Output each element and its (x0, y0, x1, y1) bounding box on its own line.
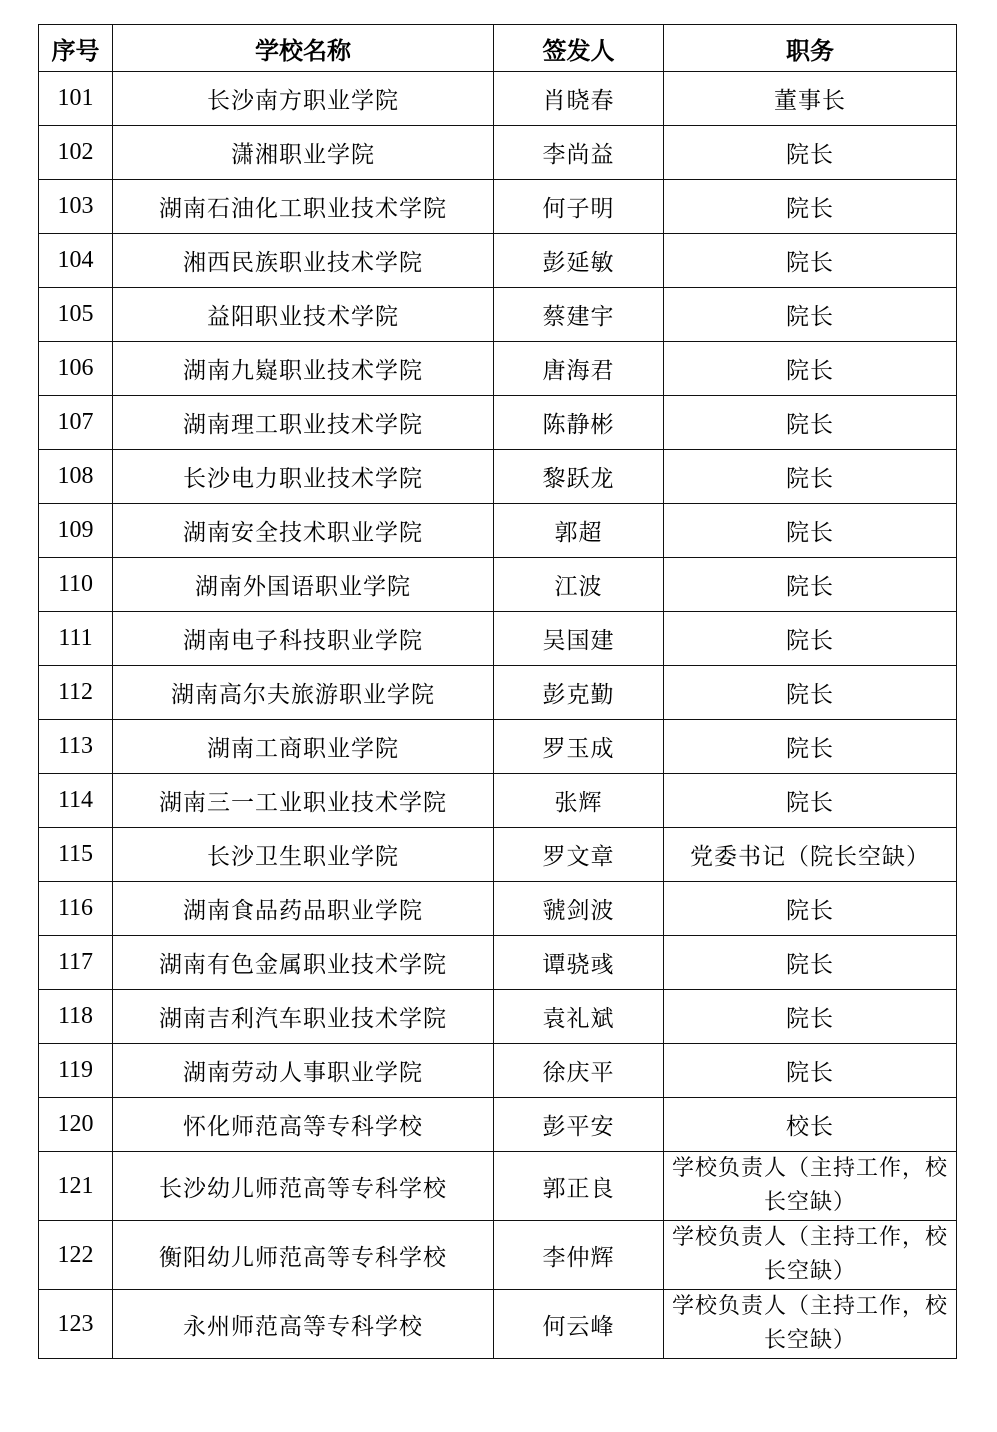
cell-position: 院长 (664, 180, 957, 234)
cell-no: 118 (39, 990, 113, 1044)
cell-no: 117 (39, 936, 113, 990)
cell-signer: 彭平安 (494, 1098, 664, 1152)
cell-position: 院长 (664, 342, 957, 396)
table-row (39, 1152, 957, 1221)
cell-school: 湖南食品药品职业学院 (113, 882, 494, 936)
table-row (39, 1221, 957, 1290)
cell-no: 123 (39, 1290, 113, 1359)
table-row (39, 180, 957, 234)
cell-school: 湖南吉利汽车职业技术学院 (113, 990, 494, 1044)
table-row (39, 774, 957, 828)
cell-no: 113 (39, 720, 113, 774)
cell-school: 湖南有色金属职业技术学院 (113, 936, 494, 990)
cell-signer: 何子明 (494, 180, 664, 234)
cell-position: 校长 (664, 1098, 957, 1152)
table-row (39, 666, 957, 720)
cell-school: 潇湘职业学院 (113, 126, 494, 180)
table-body (39, 72, 957, 1359)
cell-position: 学校负责人（主持工作，校长空缺） (664, 1221, 957, 1290)
cell-school: 湖南三一工业职业技术学院 (113, 774, 494, 828)
cell-position: 院长 (664, 774, 957, 828)
cell-school: 益阳职业技术学院 (113, 288, 494, 342)
cell-no: 121 (39, 1152, 113, 1221)
cell-no: 114 (39, 774, 113, 828)
cell-position: 院长 (664, 288, 957, 342)
cell-signer: 黎跃龙 (494, 450, 664, 504)
cell-school: 湖南安全技术职业学院 (113, 504, 494, 558)
cell-no: 116 (39, 882, 113, 936)
cell-position: 院长 (664, 450, 957, 504)
cell-school: 湖南电子科技职业学院 (113, 612, 494, 666)
cell-signer: 徐庆平 (494, 1044, 664, 1098)
cell-no: 101 (39, 72, 113, 126)
cell-no: 122 (39, 1221, 113, 1290)
table-row (39, 72, 957, 126)
header-row (39, 25, 957, 72)
cell-school: 湖南理工职业技术学院 (113, 396, 494, 450)
cell-position: 院长 (664, 396, 957, 450)
header-signer: 签发人 (494, 25, 664, 72)
cell-position: 董事长 (664, 72, 957, 126)
header-no: 序号 (39, 25, 113, 72)
cell-position: 院长 (664, 234, 957, 288)
table-row (39, 1098, 957, 1152)
table-row (39, 936, 957, 990)
cell-school: 长沙卫生职业学院 (113, 828, 494, 882)
cell-no: 104 (39, 234, 113, 288)
cell-position: 院长 (664, 558, 957, 612)
table-row (39, 990, 957, 1044)
cell-signer: 罗玉成 (494, 720, 664, 774)
table-row (39, 450, 957, 504)
cell-signer: 袁礼斌 (494, 990, 664, 1044)
cell-school: 湖南劳动人事职业学院 (113, 1044, 494, 1098)
cell-signer: 彭克勤 (494, 666, 664, 720)
cell-signer: 陈静彬 (494, 396, 664, 450)
cell-no: 120 (39, 1098, 113, 1152)
cell-school: 湖南九嶷职业技术学院 (113, 342, 494, 396)
table-row (39, 234, 957, 288)
table-row (39, 558, 957, 612)
cell-signer: 罗文章 (494, 828, 664, 882)
cell-signer: 郭正良 (494, 1152, 664, 1221)
cell-no: 102 (39, 126, 113, 180)
cell-no: 108 (39, 450, 113, 504)
cell-no: 106 (39, 342, 113, 396)
cell-signer: 彭延敏 (494, 234, 664, 288)
cell-no: 109 (39, 504, 113, 558)
table-row (39, 612, 957, 666)
cell-position: 院长 (664, 666, 957, 720)
table-row (39, 1044, 957, 1098)
cell-no: 111 (39, 612, 113, 666)
cell-position: 院长 (664, 126, 957, 180)
cell-no: 103 (39, 180, 113, 234)
cell-position: 院长 (664, 1044, 957, 1098)
cell-signer: 蔡建宇 (494, 288, 664, 342)
cell-position: 院长 (664, 990, 957, 1044)
cell-signer: 唐海君 (494, 342, 664, 396)
cell-school: 湖南工商职业学院 (113, 720, 494, 774)
cell-position: 学校负责人（主持工作，校长空缺） (664, 1152, 957, 1221)
table-row (39, 126, 957, 180)
table-row (39, 288, 957, 342)
cell-position: 院长 (664, 504, 957, 558)
header-school: 学校名称 (113, 25, 494, 72)
cell-school: 湘西民族职业技术学院 (113, 234, 494, 288)
cell-signer: 肖晓春 (494, 72, 664, 126)
cell-signer: 李尚益 (494, 126, 664, 180)
cell-position: 院长 (664, 612, 957, 666)
cell-signer: 吴国建 (494, 612, 664, 666)
cell-school: 长沙电力职业技术学院 (113, 450, 494, 504)
cell-no: 112 (39, 666, 113, 720)
cell-position: 院长 (664, 882, 957, 936)
cell-school: 湖南外国语职业学院 (113, 558, 494, 612)
cell-no: 115 (39, 828, 113, 882)
header-position: 职务 (664, 25, 957, 72)
cell-school: 长沙南方职业学院 (113, 72, 494, 126)
cell-position: 院长 (664, 936, 957, 990)
cell-signer: 谭骁彧 (494, 936, 664, 990)
cell-signer: 江波 (494, 558, 664, 612)
cell-position: 党委书记（院长空缺） (664, 828, 957, 882)
cell-school: 湖南石油化工职业技术学院 (113, 180, 494, 234)
cell-school: 湖南高尔夫旅游职业学院 (113, 666, 494, 720)
cell-signer: 张辉 (494, 774, 664, 828)
cell-position: 学校负责人（主持工作，校长空缺） (664, 1290, 957, 1359)
table-row (39, 882, 957, 936)
cell-school: 永州师范高等专科学校 (113, 1290, 494, 1359)
table-row (39, 720, 957, 774)
cell-signer: 郭超 (494, 504, 664, 558)
table-row (39, 342, 957, 396)
cell-no: 107 (39, 396, 113, 450)
cell-signer: 虢剑波 (494, 882, 664, 936)
cell-school: 衡阳幼儿师范高等专科学校 (113, 1221, 494, 1290)
cell-no: 119 (39, 1044, 113, 1098)
table-row (39, 504, 957, 558)
cell-signer: 李仲辉 (494, 1221, 664, 1290)
cell-signer: 何云峰 (494, 1290, 664, 1359)
cell-position: 院长 (664, 720, 957, 774)
cell-school: 怀化师范高等专科学校 (113, 1098, 494, 1152)
table-row (39, 1290, 957, 1359)
signer-table (38, 24, 957, 1359)
table-row (39, 396, 957, 450)
cell-no: 110 (39, 558, 113, 612)
table-row (39, 828, 957, 882)
cell-no: 105 (39, 288, 113, 342)
cell-school: 长沙幼儿师范高等专科学校 (113, 1152, 494, 1221)
